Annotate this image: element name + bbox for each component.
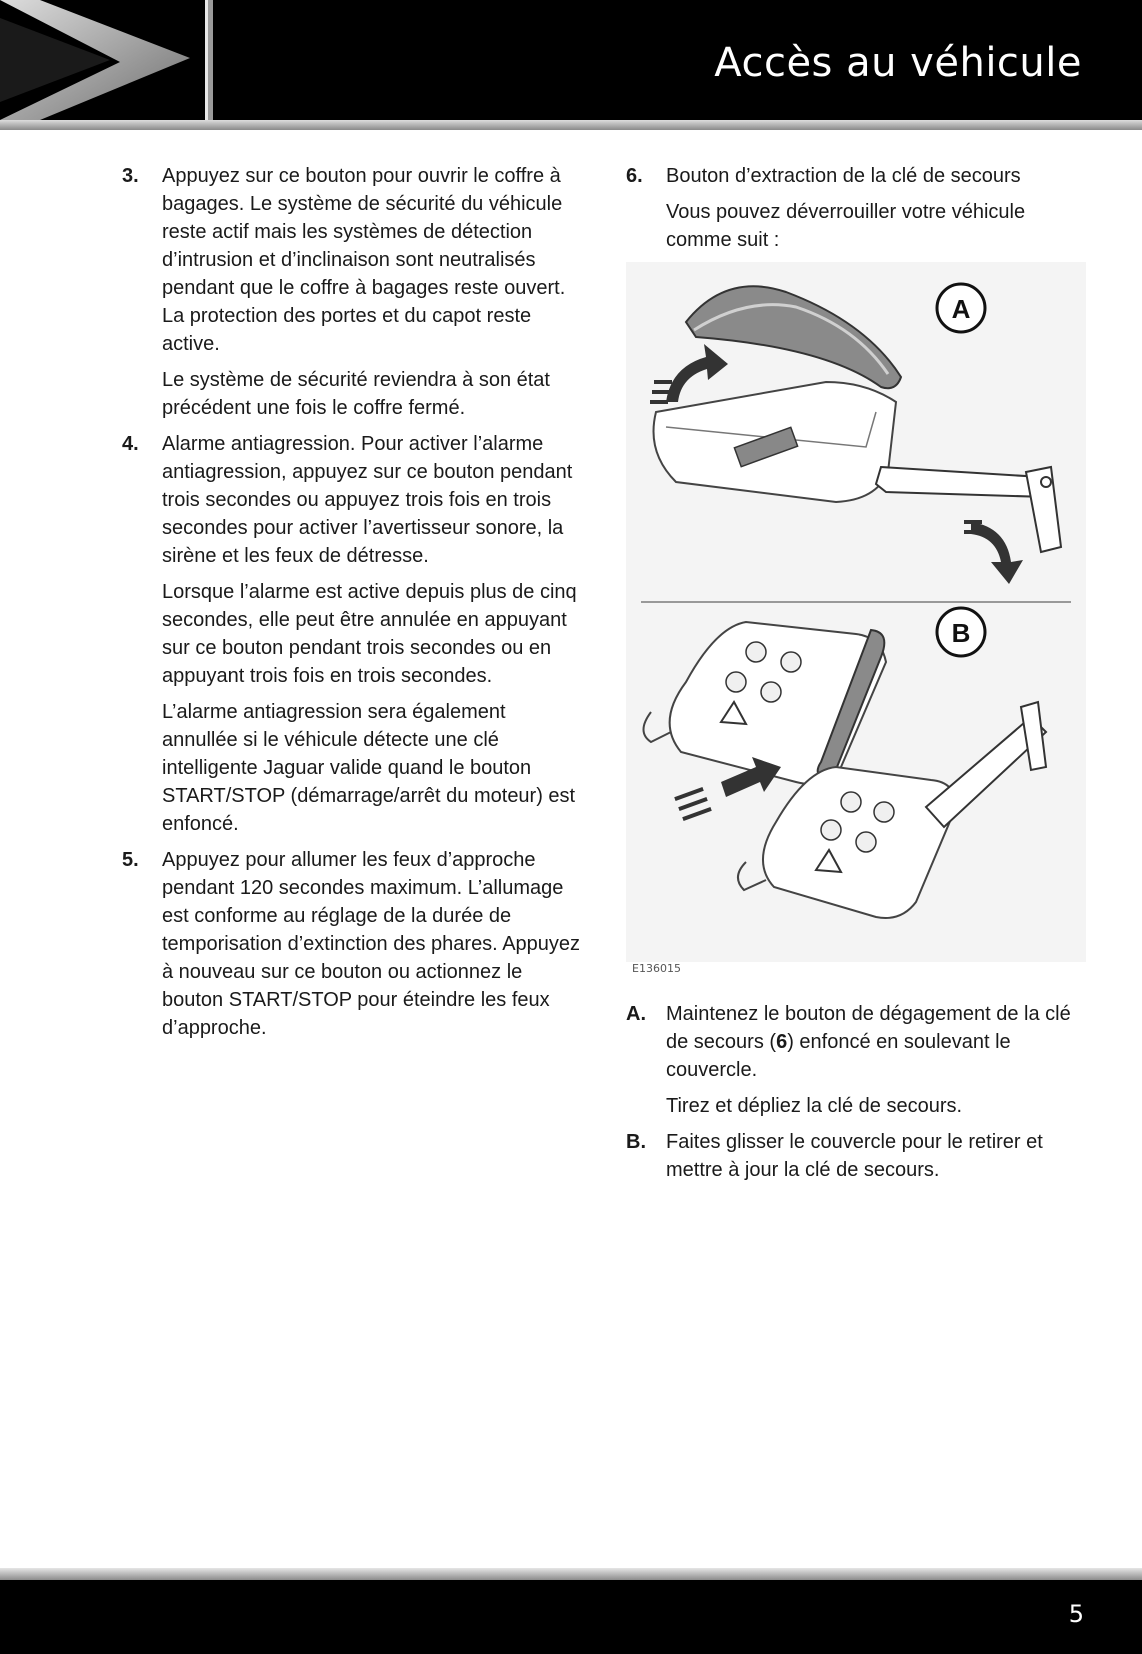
- item-paragraph: Faites glisser le couvercle pour le retirer et mettre à jour la clé de secours.: [666, 1131, 1043, 1181]
- item-paragraph: Tirez et dépliez la clé de secours.: [666, 1095, 963, 1117]
- item-paragraph: Lorsque l’alarme est active depuis plus de cinq secondes, elle peut être annulée en appuyant sur ce bouton pendant trois secondes ou en appuyant trois fois en trois secondes.: [162, 581, 577, 687]
- text-before: Maintenez le bouton de dégagement de la clé de secours (: [666, 1003, 1071, 1053]
- figure-reference: E136015: [632, 962, 681, 975]
- item-number: 4.: [122, 433, 139, 455]
- label-b-badge: [937, 608, 985, 656]
- list-item-4: [122, 430, 582, 838]
- item-paragraph: Vous pouvez déverrouiller votre véhicule comme suit :: [666, 201, 1026, 251]
- item-paragraph: [666, 1000, 1096, 1084]
- footer-divider: [0, 1568, 1142, 1580]
- text-after: ) enfoncé en soulevant le couvercle.: [666, 1031, 1011, 1081]
- item-paragraph: Bouton d’extraction de la clé de secours: [666, 165, 1021, 187]
- right-column-bottom: [626, 1000, 1096, 1192]
- item-paragraph: Appuyez pour allumer les feux d’approche pendant 120 secondes maximum. L’allumage est conforme au réglage de la durée de temporisation d’extinction des phares. Appuyez à nouveau sur ce bouton ou actionnez le bouton START/STOP pour éteindre les feux d’approche.: [162, 849, 581, 1039]
- item-paragraph: L’alarme antiagression sera également annullée si le véhicule détecte une clé intelligente Jaguar valide quand le bouton START/STOP (démarrage/arrêt du moteur) est enfoncé.: [162, 701, 576, 835]
- item-paragraph: Appuyez sur ce bouton pour ouvrir le coffre à bagages. Le système de sécurité du véhicule reste actif mais les systèmes de détection d’intrusion et d’inclinaison sont neutralisés pendant que le coffre à bagages reste ouvert. La protection des portes et du capot reste active.: [162, 165, 566, 355]
- header-chevron-decoration: [0, 0, 240, 120]
- left-column: [122, 162, 582, 1050]
- key-fob-illustration: [626, 262, 1086, 982]
- label-a-badge: [937, 284, 985, 332]
- text-bold: 6: [776, 1031, 788, 1053]
- item-letter: A.: [626, 1003, 646, 1025]
- item-paragraph: Le système de sécurité reviendra à son état précédent une fois le coffre fermé.: [162, 369, 550, 419]
- header-divider: [0, 120, 1142, 130]
- right-column-top: [626, 162, 1086, 262]
- list-item-b: [626, 1128, 1096, 1184]
- page-footer: [0, 1580, 1142, 1654]
- page-number: 5: [1068, 1600, 1084, 1628]
- item-number: 6.: [626, 165, 643, 187]
- item-number: 5.: [122, 849, 139, 871]
- item-paragraph: Alarme antiagression. Pour activer l’alarme antiagression, appuyez sur ce bouton pendant trois secondes ou appuyez trois fois en trois secondes pour activer l’avertisseur sonore, la sirène et les feux de détresse.: [162, 433, 573, 567]
- list-item-6: [626, 162, 1086, 254]
- item-letter: B.: [626, 1131, 646, 1153]
- key-fob-diagram: [626, 262, 1086, 962]
- page-header: [0, 0, 1142, 120]
- label-b: B: [951, 618, 971, 648]
- list-item-3: [122, 162, 582, 422]
- list-item-5: [122, 846, 582, 1042]
- label-a: A: [951, 294, 971, 324]
- list-item-a: [626, 1000, 1096, 1120]
- page-title: Accès au véhicule: [714, 40, 1082, 86]
- item-number: 3.: [122, 165, 139, 187]
